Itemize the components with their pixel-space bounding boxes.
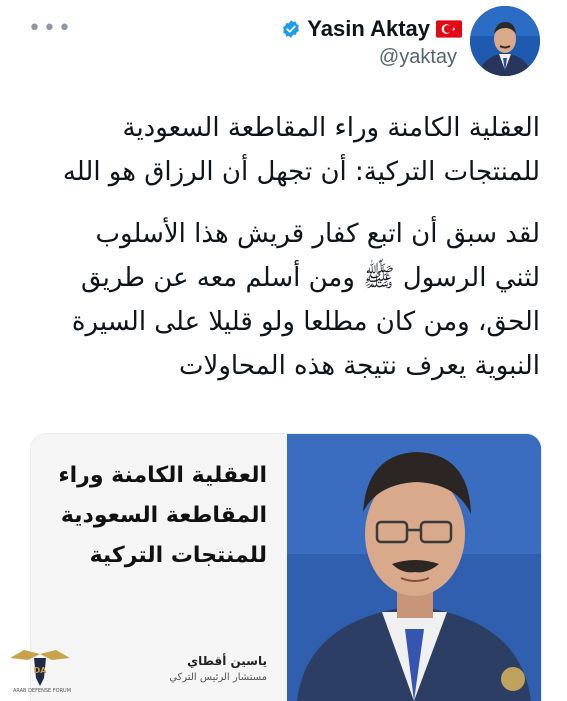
author-display-name[interactable]: Yasin Aktay xyxy=(307,16,430,41)
more-icon[interactable]: ••• xyxy=(28,16,73,41)
card-person-role: مستشار الرئيس التركي xyxy=(169,672,267,683)
watermark-text: ARAB DEFENSE FORUM xyxy=(12,688,72,694)
turkey-flag-icon xyxy=(436,20,462,38)
card-photo xyxy=(287,434,541,701)
tweet-text-paragraph-2: لقد سبق أن اتبع كفار قريش هذا الأسلوب لثني الرسول ﷺ ومن أسلم معه عن طريق الحق، ومن كان مطلعا ولو قليلا على السيرة النبوية يعرف نتيجة هذه المحاولات xyxy=(71,219,540,381)
card-title: العقلية الكامنة وراء المقاطعة السعودية للمنتجات التركية xyxy=(58,463,267,568)
avatar[interactable] xyxy=(470,6,540,76)
card-person-name: ياسين أقطاي xyxy=(187,654,267,668)
tweet-text-paragraph-1: العقلية الكامنة وراء المقاطعة السعودية للمنتجات التركية: أن تجهل أن الرزاق هو الله xyxy=(62,113,540,187)
author-handle[interactable]: @yaktay xyxy=(378,46,457,68)
author-name-row[interactable] xyxy=(281,16,462,42)
watermark xyxy=(0,648,80,700)
card-byline xyxy=(169,652,267,686)
tweet-header xyxy=(0,0,567,90)
svg-text:DA: DA xyxy=(33,666,47,675)
verified-badge-icon xyxy=(281,19,301,39)
watermark-logo-icon xyxy=(0,648,80,692)
media-card[interactable] xyxy=(30,433,542,701)
